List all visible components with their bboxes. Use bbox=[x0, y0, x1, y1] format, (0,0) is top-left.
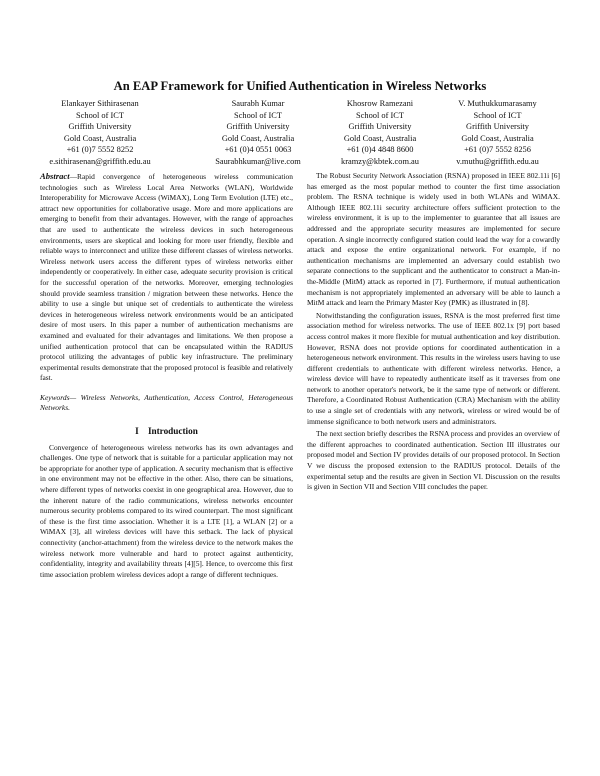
author-name: Elankayer Sithirasenan bbox=[61, 99, 139, 108]
author-name: Khosrow Ramezani bbox=[346, 99, 414, 108]
author-name: V. Muthukkumarasamy bbox=[458, 99, 537, 108]
author-location: Gold Coast, Australia bbox=[63, 133, 137, 143]
author-phone: +61 (0)7 5552 8256 bbox=[464, 145, 531, 154]
right-column bbox=[307, 171, 560, 493]
author-4 bbox=[435, 98, 560, 167]
abstract bbox=[40, 171, 293, 384]
author-email: Saurabhkumar@live.com bbox=[215, 156, 301, 166]
author-location: Gold Coast, Australia bbox=[461, 133, 534, 143]
keywords: Keywords— Wireless Networks, Authentication, Access Control, Heterogeneous Networks. bbox=[40, 392, 293, 413]
abstract-label: Abstract bbox=[40, 171, 70, 181]
author-org: Griffith University bbox=[226, 122, 290, 131]
author-1 bbox=[40, 98, 160, 167]
author-3 bbox=[320, 98, 440, 167]
author-org: Griffith University bbox=[466, 122, 529, 131]
author-email: kramzy@kbtek.com.au bbox=[341, 156, 419, 166]
author-org: Griffith University bbox=[348, 122, 412, 131]
section-heading bbox=[40, 426, 293, 437]
author-location: Gold Coast, Australia bbox=[343, 133, 417, 143]
author-name: Saurabh Kumar bbox=[231, 99, 285, 108]
author-dept: School of ICT bbox=[234, 110, 282, 120]
author-org: Griffith University bbox=[68, 122, 132, 131]
author-phone: +61 (0)7 5552 8252 bbox=[66, 145, 134, 154]
author-email: e.sithirasenan@griffith.edu.au bbox=[49, 156, 151, 166]
author-2 bbox=[198, 98, 318, 167]
paragraph-outline: The next section briefly describes the RSNA process and provides an overview of the different approaches to coordinated authentication. Section III illustrates our proposed model and Section IV provides details of our proposed protocol. In Section V we discuss the proposed extension to the RADIUS protocol. Details of the experimental setup and the results are given in Section VI. Discussion on the results is given in Section VII and Section VIII concludes the paper. bbox=[307, 429, 560, 492]
author-phone: +61 (0)4 0551 0063 bbox=[224, 145, 292, 154]
left-column bbox=[40, 171, 293, 580]
author-location: Gold Coast, Australia bbox=[221, 133, 295, 143]
section-number: I bbox=[135, 426, 139, 437]
author-dept: School of ICT bbox=[76, 110, 124, 120]
abstract-text: —Rapid convergence of heterogeneous wireless communication technologies such as Wireless Local Area Networks (WLAN), Worldwide Interoperability for Microwave Access (WiMAX), Long Term Evolution (LTE) etc., attract new opportunities for collaborative usage. More and more applications are emerging to benefit from their advantages. However, with the range of approaches that are used to authenticate the wireless devices in such heterogeneous environments, users are skeptical and looking for more user friendly, flexible and reliable ways to interconnect and utilize these different classes of wireless networks. Wireless network users access the different types of wireless networks either independently or cooperatively. In either case, adequate security provision is critical for the successful operation of the networks. Moreover, emerging technologies should provide seamless transition / migration between these networks. Hence the ability to use a single but unique set of credentials to authenticate the wireless devices in heterogeneous wireless network environments would be an anticipated desire of most users. In this paper a number of authentication mechanisms are examined and evaluated for their advantages and limitations. We then propose a unified authentication protocol that can be encapsulated within the RADIUS protocol utilizing the advantages of public key infrastructure. The preliminary experimental results demonstrate that the proposed protocol is feasible and relatively fast. bbox=[40, 172, 293, 383]
intro-paragraph: Convergence of heterogeneous wireless networks has its own advantages and challenges. One type of network that is suitable for a particular application may not be appropriate for another type of application. A security mechanism that is effective in one environment may not be effective in the other. Also, there can be situations, where different types of networks coexist in one geographical area. However, due to the inherent nature of the radio communications, wireless networks encounter numerous security problems compared to its wired counterpart. The most significant of these is the first time association. Whether it is a LTE [1], a WLAN [2] or a WiMAX [3], all wireless devices will have this setback. The lack of physical connectivity (anchor-attachment) from the wireless device to the network makes the wireless network more vulnerable and hard to protect against authenticity, confidentiality, integrity and availability threats [4][5]. Hence, to overcome this first time association problem wireless devices adopt a range of different techniques. bbox=[40, 442, 293, 579]
author-email: v.muthu@griffith.edu.au bbox=[456, 156, 539, 166]
paper-title: An EAP Framework for Unified Authentication in Wireless Networks bbox=[113, 79, 487, 93]
paragraph-rsna: The Robust Security Network Association (RSNA) proposed in IEEE 802.11i [6] has emerged as the most popular method to counter the first time association problem. The RSNA technique is widely used in both WLANs and WiMAX. Although IEEE 802.11i security architecture offers sufficient protection to the wireless environment, it is up to the implementer to guarantee that all issues are addressed and the appropriate security measures are implemented for secure operation. A single incorrectly configured station could lead the way for a cowardly attack and expose the entire organizational network. For example, if no authentication mechanisms are implemented an adversary could establish two separate connections to the supplicant and the authenticator to construct a Man-in-the-Middle (MitM) attack as reported in [7]. Furthermore, if mutual authentication mechanism is not appropriately implemented an adversary will be able to launch a MitM attack and learn the Primary Master Key (PMK) as illustrated in [8]. bbox=[307, 171, 560, 308]
author-phone: +61 (0)4 4848 8600 bbox=[346, 145, 414, 154]
author-dept: School of ICT bbox=[356, 110, 404, 120]
author-dept: School of ICT bbox=[473, 110, 522, 120]
paragraph-configuration: Notwithstanding the configuration issues, RSNA is the most preferred first time association method for wireless networks. The use of IEEE 802.1x [9] port based access control makes it more flexible for mutual authentication and key distribution. However, RSNA does not provide options for coordinated authentication in a heterogeneous network environment. This results in the wireless users having to use different credentials to authenticate with different wireless networks. Hence, a wireless device will have to repeatedly authenticate itself as it traverses from one network to another operator's network, be it the same type of network or different. Therefore, a Coordinated Robust Authentication (CRA) Mechanism with the ability to use a single set of credentials with any network, wireless or wired would be of immense significance to both network users and administrators. bbox=[307, 310, 560, 426]
section-title: Introduction bbox=[147, 426, 198, 437]
